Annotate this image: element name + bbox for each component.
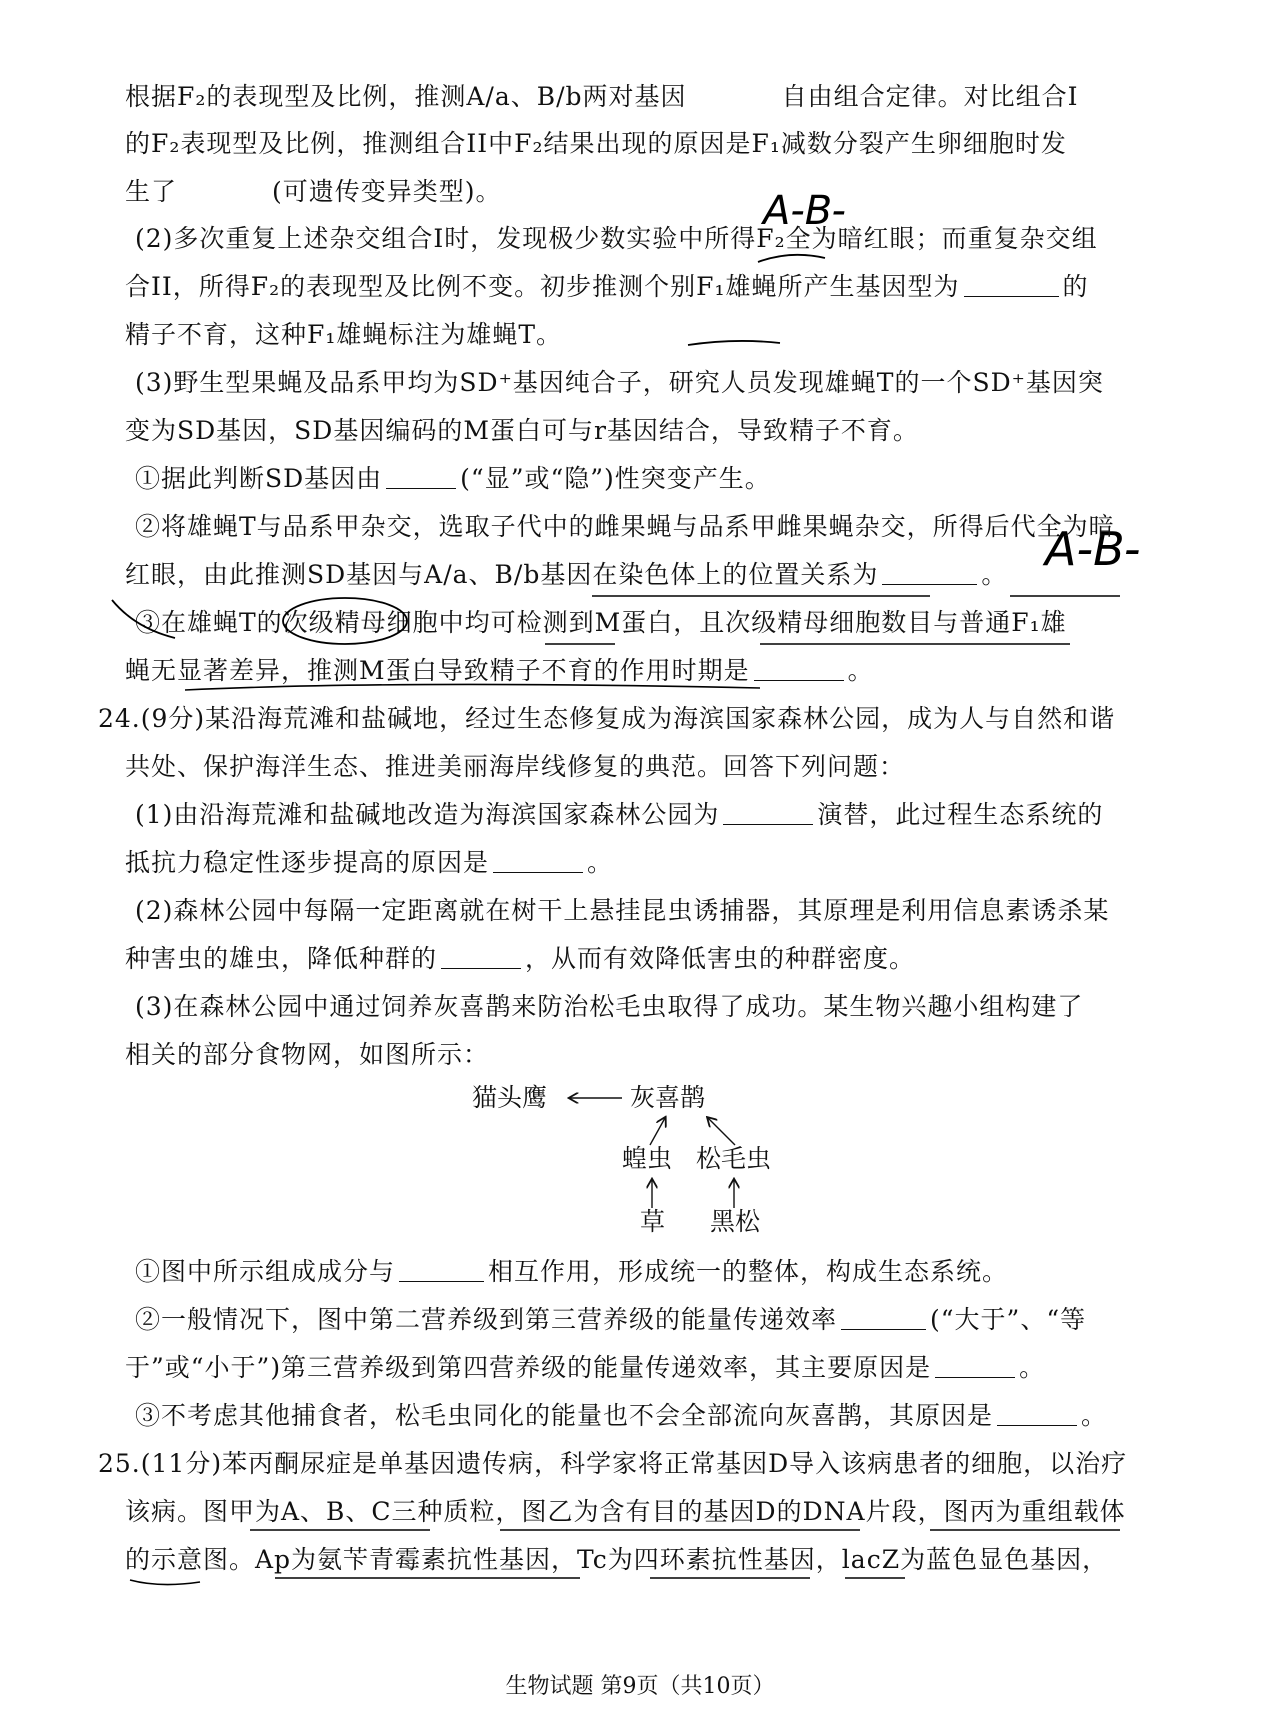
- text-line: (3)野生型果蝇及品系甲均为SD⁺基因纯合子，研究人员发现雄蝇T的一个SD⁺基因突: [135, 368, 1104, 397]
- text-line: 的示意图。Ap为氨苄青霉素抗性基因，Tc为四环素抗性基因，lacZ为蓝色显色基因，: [125, 1545, 1109, 1574]
- question-24: 24.(9分)某沿海荒滩和盐碱地，经过生态修复成为海滨国家森林公园，成为人与自然和谐: [98, 704, 1116, 733]
- text: 生了: [125, 177, 178, 206]
- text: 。: [981, 560, 1008, 589]
- text: 蝇无显著差异，推测M蛋白导致精子不育的作用时期是: [125, 656, 750, 685]
- food-web-pine: 黑松: [710, 1207, 761, 1236]
- text-line: 的F₂表现型及比例，推测组合II中F₂结果出现的原因是F₁减数分裂产生卵细胞时发: [125, 129, 1067, 158]
- text: ①据此判断SD基因由: [135, 464, 383, 493]
- text-line: 变为SD基因，SD基因编码的M蛋白可与r基因结合，导致精子不育。: [125, 416, 919, 445]
- text-line: 该病。图甲为A、B、C三种质粒，图乙为含有目的基因D的DNA片段，图丙为重组载体: [125, 1497, 1126, 1526]
- text: (“显”或“隐”)性突变产生。: [460, 464, 771, 493]
- food-web-magpie: 灰喜鹊: [630, 1083, 706, 1112]
- text: ②一般情况下，图中第二营养级到第三营养级的能量传递效率: [135, 1305, 838, 1334]
- text: (1)由沿海荒滩和盐碱地改造为海滨国家森林公园为: [135, 800, 720, 829]
- text: 。: [1081, 1401, 1108, 1430]
- text: 。: [587, 848, 614, 877]
- text: 的: [1062, 272, 1089, 301]
- text: 相互作用，形成统一的整体，构成生态系统。: [488, 1257, 1009, 1286]
- text: (可遗传变异类型)。: [272, 177, 502, 206]
- text: 红眼，由此推测SD基因与A/a、B/b基因在染色体上的位置关系为: [125, 560, 879, 589]
- question-25: 25.(11分)苯丙酮尿症是单基因遗传病，科学家将正常基因D导入该病患者的细胞，以治疗: [98, 1449, 1128, 1478]
- handwritten-note: A-B-: [1045, 522, 1141, 576]
- text: 演替，此过程生态系统的: [817, 800, 1104, 829]
- food-web-locust: 蝗虫: [622, 1144, 673, 1173]
- text-line: 共处、保护海洋生态、推进美丽海岸线修复的典范。回答下列问题：: [125, 752, 906, 781]
- food-web-grass: 草: [640, 1207, 666, 1236]
- page-footer: 生物试题 第9页（共10页）: [505, 1674, 775, 1699]
- text-line: (3)在森林公园中通过饲养灰喜鹊来防治松毛虫取得了成功。某生物兴趣小组构建了: [135, 992, 1084, 1021]
- food-web-caterpillar: 松毛虫: [696, 1144, 772, 1173]
- text-line: ③在雄蝇T的次级精母细胞中均可检测到M蛋白，且次级精母细胞数目与普通F₁雄: [135, 608, 1067, 637]
- text-line: (2)多次重复上述杂交组合I时，发现极少数实验中所得F₂全为暗红眼；而重复杂交组: [135, 224, 1098, 253]
- text: ①图中所示组成成分与: [135, 1257, 396, 1286]
- text: 自由组合定律。对比组合I: [781, 82, 1079, 111]
- text-line: 精子不育，这种F₁雄蝇标注为雄蝇T。: [125, 320, 563, 349]
- text: 种害虫的雄虫，降低种群的: [125, 944, 438, 973]
- food-web-owl: 猫头鹰: [472, 1083, 548, 1112]
- text-line: (2)森林公园中每隔一定距离就在树干上悬挂昆虫诱捕器，其原理是利用信息素诱杀某: [135, 896, 1110, 925]
- text-line: 相关的部分食物网，如图所示：: [125, 1040, 490, 1069]
- text: ，从而有效降低害虫的种群密度。: [525, 944, 916, 973]
- text: ③不考虑其他捕食者，松毛虫同化的能量也不会全部流向灰喜鹊，其原因是: [135, 1401, 994, 1430]
- text: 于”或“小于”)第三营养级到第四营养级的能量传递效率，其主要原因是: [125, 1353, 932, 1382]
- text: 合II，所得F₂的表现型及比例不变。初步推测个别F₁雄蝇所产生基因型为: [125, 272, 960, 301]
- text: 。: [847, 656, 874, 685]
- handwritten-note: A-B-: [763, 188, 846, 234]
- text-line: ②将雄蝇T与品系甲杂交，选取子代中的雌果蝇与品系甲雌果蝇杂交，所得后代全为暗: [135, 512, 1115, 541]
- text: 根据F₂的表现型及比例，推测A/a、B/b两对基因: [125, 82, 687, 111]
- text: 抵抗力稳定性逐步提高的原因是: [125, 848, 490, 877]
- text: (“大于”、“等: [930, 1305, 1087, 1334]
- text: 。: [1019, 1353, 1046, 1382]
